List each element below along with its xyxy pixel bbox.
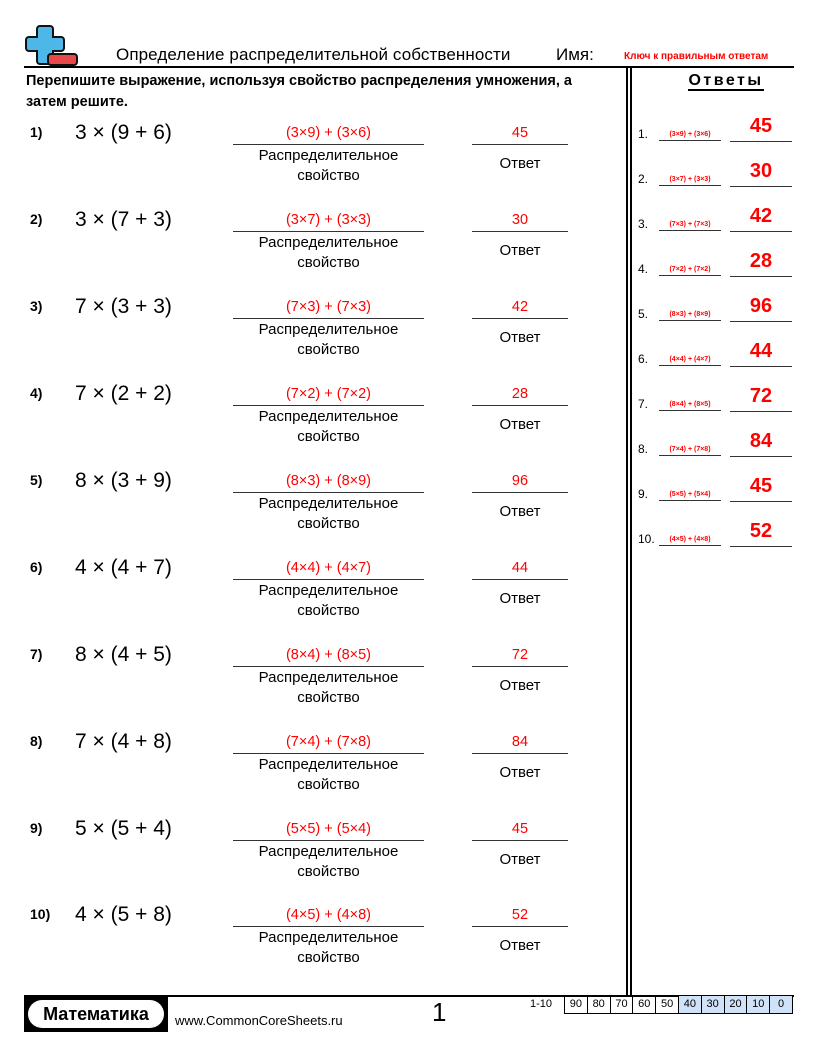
key-answer: 30 [730, 156, 792, 187]
key-number: 1. [638, 127, 649, 141]
key-answer: 28 [730, 246, 792, 277]
answer-key-item [636, 162, 806, 192]
work-label: Распределительное свойство [258, 929, 399, 966]
problem-item [0, 817, 620, 900]
work-label: Распределительное свойство [258, 582, 399, 619]
problem-number: 4) [30, 385, 43, 401]
score-cell: 50 [656, 996, 679, 1013]
work-field[interactable]: (7×4) + (7×8) [233, 734, 424, 754]
problem-number: 7) [30, 646, 43, 662]
answer-label: Ответ [499, 851, 541, 868]
answer-key-title-text: Ответы [688, 72, 764, 89]
problem-expression: 3 × (9 + 6) [75, 121, 172, 144]
answer-key-item [636, 387, 806, 417]
key-work: (4×4) + (4×7) [659, 354, 721, 366]
work-field[interactable]: (5×5) + (5×4) [233, 821, 424, 841]
problem-number: 6) [30, 559, 43, 575]
problem-number: 10) [30, 906, 51, 922]
key-answer: 45 [730, 111, 792, 142]
key-number: 6. [638, 352, 649, 366]
problem-number: 8) [30, 733, 43, 749]
key-number: 2. [638, 172, 649, 186]
score-cell: 30 [702, 996, 725, 1013]
key-number: 3. [638, 217, 649, 231]
work-field[interactable]: (7×3) + (7×3) [233, 299, 424, 319]
answer-key-item [636, 207, 806, 237]
problem-expression: 7 × (4 + 8) [75, 730, 172, 753]
problem-item [0, 208, 620, 291]
work-label: Распределительное свойство [258, 756, 399, 793]
key-work: (4×5) + (4×8) [659, 534, 721, 546]
problem-item [0, 121, 620, 204]
key-work: (3×9) + (3×6) [659, 129, 721, 141]
work-field[interactable]: (8×3) + (8×9) [233, 473, 424, 493]
header-divider [24, 66, 794, 68]
work-field[interactable]: (3×7) + (3×3) [233, 212, 424, 232]
column-divider [626, 68, 632, 996]
answer-label: Ответ [499, 937, 541, 954]
work-label: Распределительное свойство [258, 321, 399, 358]
key-number: 7. [638, 397, 649, 411]
key-answer: 72 [730, 381, 792, 412]
work-label: Распределительное свойство [258, 147, 399, 184]
answer-field[interactable]: 96 [472, 473, 568, 493]
answer-key-item [636, 252, 806, 282]
key-work: (5×5) + (5×4) [659, 489, 721, 501]
key-number: 5. [638, 307, 649, 321]
problem-expression: 8 × (4 + 5) [75, 643, 172, 666]
answer-field[interactable]: 72 [472, 647, 568, 667]
answer-field[interactable]: 84 [472, 734, 568, 754]
score-cell: 80 [588, 996, 611, 1013]
name-label: Имя: [556, 45, 594, 64]
answer-key-item [636, 342, 806, 372]
score-table [564, 996, 793, 1014]
problem-number: 2) [30, 211, 43, 227]
problem-expression: 5 × (5 + 4) [75, 817, 172, 840]
site-link[interactable]: www.CommonCoreSheets.ru [175, 1013, 343, 1028]
key-number: 10. [638, 532, 655, 546]
problem-number: 1) [30, 124, 43, 140]
work-label: Распределительное свойство [258, 669, 399, 706]
score-cell: 90 [565, 996, 588, 1013]
score-cell: 60 [633, 996, 656, 1013]
key-work: (7×2) + (7×2) [659, 264, 721, 276]
score-cell: 20 [725, 996, 748, 1013]
answer-key-item [636, 117, 806, 147]
instructions: Перепишите выражение, используя свойство распределения умножения, а затем решите. [26, 73, 572, 110]
score-cell: 70 [611, 996, 634, 1013]
answer-key-item [636, 522, 806, 552]
work-label: Распределительное свойство [258, 234, 399, 271]
problem-item [0, 903, 620, 986]
key-answer: 52 [730, 516, 792, 547]
problem-item [0, 730, 620, 813]
answer-field[interactable]: 52 [472, 907, 568, 927]
brand-label: Математика [28, 1000, 164, 1028]
logo-plus-minus-icon [24, 24, 80, 68]
problem-number: 9) [30, 820, 43, 836]
key-answer: 42 [730, 201, 792, 232]
answer-key-title [636, 72, 816, 90]
worksheet-title: Определение распределительной собственности [116, 45, 511, 64]
score-cell: 0 [770, 996, 793, 1013]
key-answer: 44 [730, 336, 792, 367]
problem-item [0, 469, 620, 552]
answer-label: Ответ [499, 503, 541, 520]
answer-field[interactable]: 45 [472, 125, 568, 145]
key-work: (3×7) + (3×3) [659, 174, 721, 186]
problem-expression: 4 × (5 + 8) [75, 903, 172, 926]
score-cell: 10 [747, 996, 770, 1013]
answer-label: Ответ [499, 155, 541, 172]
problem-item [0, 556, 620, 639]
problem-expression: 4 × (4 + 7) [75, 556, 172, 579]
work-field[interactable]: (4×5) + (4×8) [233, 907, 424, 927]
problem-expression: 7 × (2 + 2) [75, 382, 172, 405]
answer-field[interactable]: 42 [472, 299, 568, 319]
key-number: 9. [638, 487, 649, 501]
key-work: (7×4) + (7×8) [659, 444, 721, 456]
answer-label: Ответ [499, 242, 541, 259]
answer-label: Ответ [499, 677, 541, 694]
answer-label: Ответ [499, 329, 541, 346]
answer-field[interactable]: 45 [472, 821, 568, 841]
answer-label: Ответ [499, 590, 541, 607]
key-work: (8×3) + (8×9) [659, 309, 721, 321]
answer-key-item [636, 432, 806, 462]
key-number: 8. [638, 442, 649, 456]
answer-field[interactable]: 30 [472, 212, 568, 232]
key-number: 4. [638, 262, 649, 276]
answer-key-label: Ключ к правильным ответам [624, 51, 769, 62]
work-field[interactable]: (7×2) + (7×2) [233, 386, 424, 406]
answer-field[interactable]: 28 [472, 386, 568, 406]
problem-number: 5) [30, 472, 43, 488]
key-work: (7×3) + (7×3) [659, 219, 721, 231]
key-answer: 84 [730, 426, 792, 457]
work-label: Распределительное свойство [258, 843, 399, 880]
problem-expression: 8 × (3 + 9) [75, 469, 172, 492]
problem-item [0, 382, 620, 465]
key-work: (8×4) + (8×5) [659, 399, 721, 411]
page-number: 1 [432, 997, 447, 1027]
work-field[interactable]: (3×9) + (3×6) [233, 125, 424, 145]
work-label: Распределительное свойство [258, 495, 399, 532]
work-field[interactable]: (8×4) + (8×5) [233, 647, 424, 667]
problem-expression: 3 × (7 + 3) [75, 208, 172, 231]
answer-label: Ответ [499, 764, 541, 781]
work-field[interactable]: (4×4) + (4×7) [233, 560, 424, 580]
problem-number: 3) [30, 298, 43, 314]
work-label: Распределительное свойство [258, 408, 399, 445]
problem-item [0, 295, 620, 378]
key-answer: 45 [730, 471, 792, 502]
answer-field[interactable]: 44 [472, 560, 568, 580]
key-answer: 96 [730, 291, 792, 322]
problem-item [0, 643, 620, 726]
answer-label: Ответ [499, 416, 541, 433]
answer-key-item [636, 477, 806, 507]
score-range-label: 1-10 [530, 998, 553, 1010]
problem-expression: 7 × (3 + 3) [75, 295, 172, 318]
score-cell: 40 [679, 996, 702, 1013]
answer-key-item [636, 297, 806, 327]
